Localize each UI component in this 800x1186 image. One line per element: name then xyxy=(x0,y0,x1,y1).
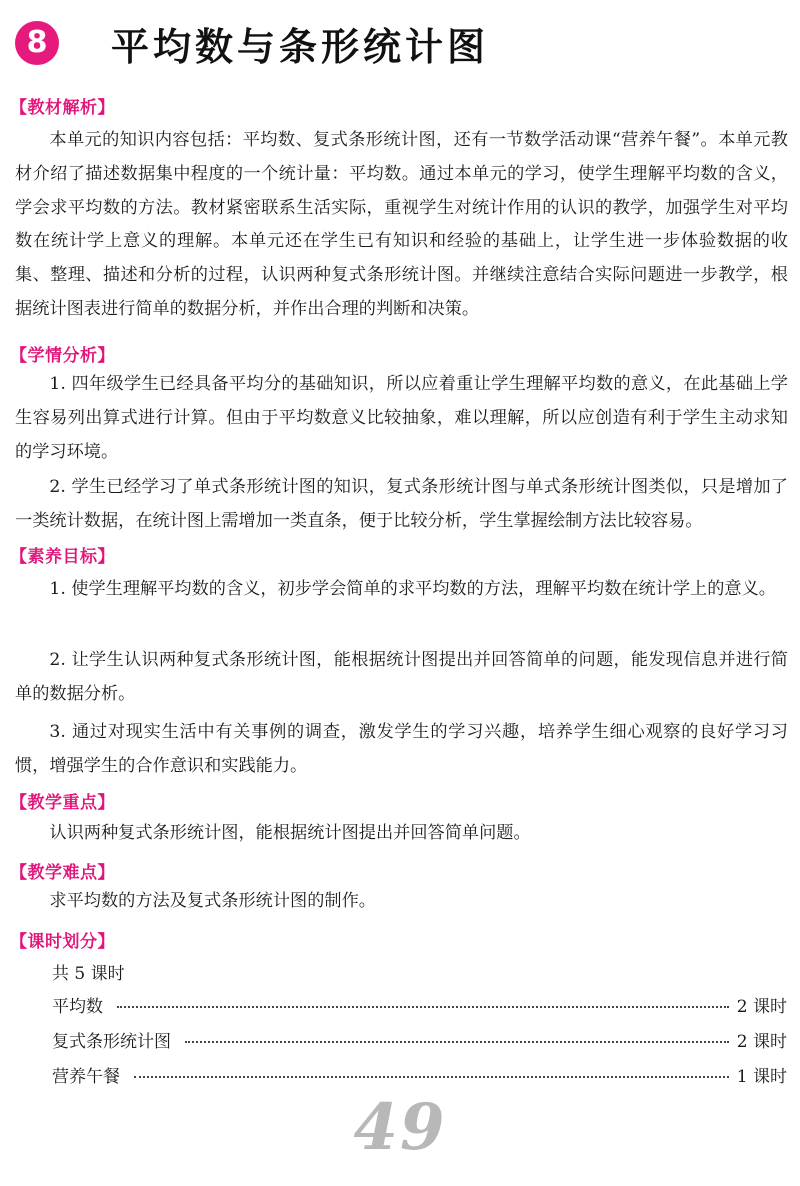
page-number: 49 xyxy=(353,1090,447,1165)
dot-leader xyxy=(117,1006,729,1008)
dot-leader xyxy=(185,1041,729,1043)
schedule-row xyxy=(52,1030,787,1054)
heading-schedule: 【课时划分】 xyxy=(10,932,115,952)
heading-goals: 【素养目标】 xyxy=(10,547,115,567)
schedule-row xyxy=(52,1065,787,1089)
textbook-analysis-text: 本单元的知识内容包括：平均数、复式条形统计图，还有一节数学活动课“营养午餐”。本单元教材介绍了描述数据集中程度的一个统计量：平均数。通过本单元的学习，使学生理解平均数的含义，学会求平均数的方法。教材紧密联系生活实际，重视学生对统计作用的认识的教学，加强学生对平均数在统计学上意义的理解。本单元还在学生已有知识和经验的基础上，让学生进一步体验数据的收集、整理、描述和分析的过程，认识两种复式条形统计图。并继续注意结合实际问题进一步教学，根据统计图表进行简单的数据分析，并作出合理的判断和决策。 xyxy=(15,130,788,319)
dot-leader xyxy=(134,1076,729,1078)
heading-textbook-analysis: 【教材解析】 xyxy=(10,98,115,118)
goal-item-2: 2. 让学生认识两种复式条形统计图，能根据统计图提出并回答简单的问题，能发现信息并进行简单的数据分析。 xyxy=(15,650,788,704)
unit-header xyxy=(15,18,489,68)
learner-analysis-item-1: 1. 四年级学生已经具备平均分的基础知识，所以应着重让学生理解平均数的意义，在此基础上学生容易列出算式进行计算。但由于平均数意义比较抽象，难以理解，所以应创造有利于学生主动求知的学习环境。 xyxy=(15,374,788,462)
schedule-row-hours: 2 课时 xyxy=(736,997,787,1017)
schedule-row-hours: 1 课时 xyxy=(736,1067,787,1087)
difficulties-text: 求平均数的方法及复式条形统计图的制作。 xyxy=(49,891,376,911)
schedule-row-label: 平均数 xyxy=(52,997,103,1017)
learner-analysis-item-2: 2. 学生已经学习了单式条形统计图的知识，复式条形统计图与单式条形统计图类似，只是增加了一类统计数据，在统计图上需增加一类直条，便于比较分析，学生掌握绘制方法比较容易。 xyxy=(15,477,788,531)
goal-item-1: 1. 使学生理解平均数的含义，初步学会简单的求平均数的方法，理解平均数在统计学上的意义。 xyxy=(49,579,776,599)
goal-item-3: 3. 通过对现实生活中有关事例的调查，激发学生的学习兴趣，培养学生细心观察的良好学习习惯，增强学生的合作意识和实践能力。 xyxy=(15,722,788,776)
heading-difficulties: 【教学难点】 xyxy=(10,863,115,883)
key-points-text: 认识两种复式条形统计图，能根据统计图提出并回答简单问题。 xyxy=(49,823,531,843)
heading-learner-analysis: 【学情分析】 xyxy=(10,346,115,366)
schedule-row-label: 营养午餐 xyxy=(52,1067,120,1087)
unit-number-badge: 8 xyxy=(15,21,59,65)
unit-title: 平均数与条形统计图 xyxy=(111,24,490,69)
schedule-row-label: 复式条形统计图 xyxy=(52,1032,171,1052)
heading-key-points: 【教学重点】 xyxy=(10,793,115,813)
schedule-total: 共 5 课时 xyxy=(52,964,125,984)
schedule-row xyxy=(52,995,787,1019)
schedule-row-hours: 2 课时 xyxy=(736,1032,787,1052)
